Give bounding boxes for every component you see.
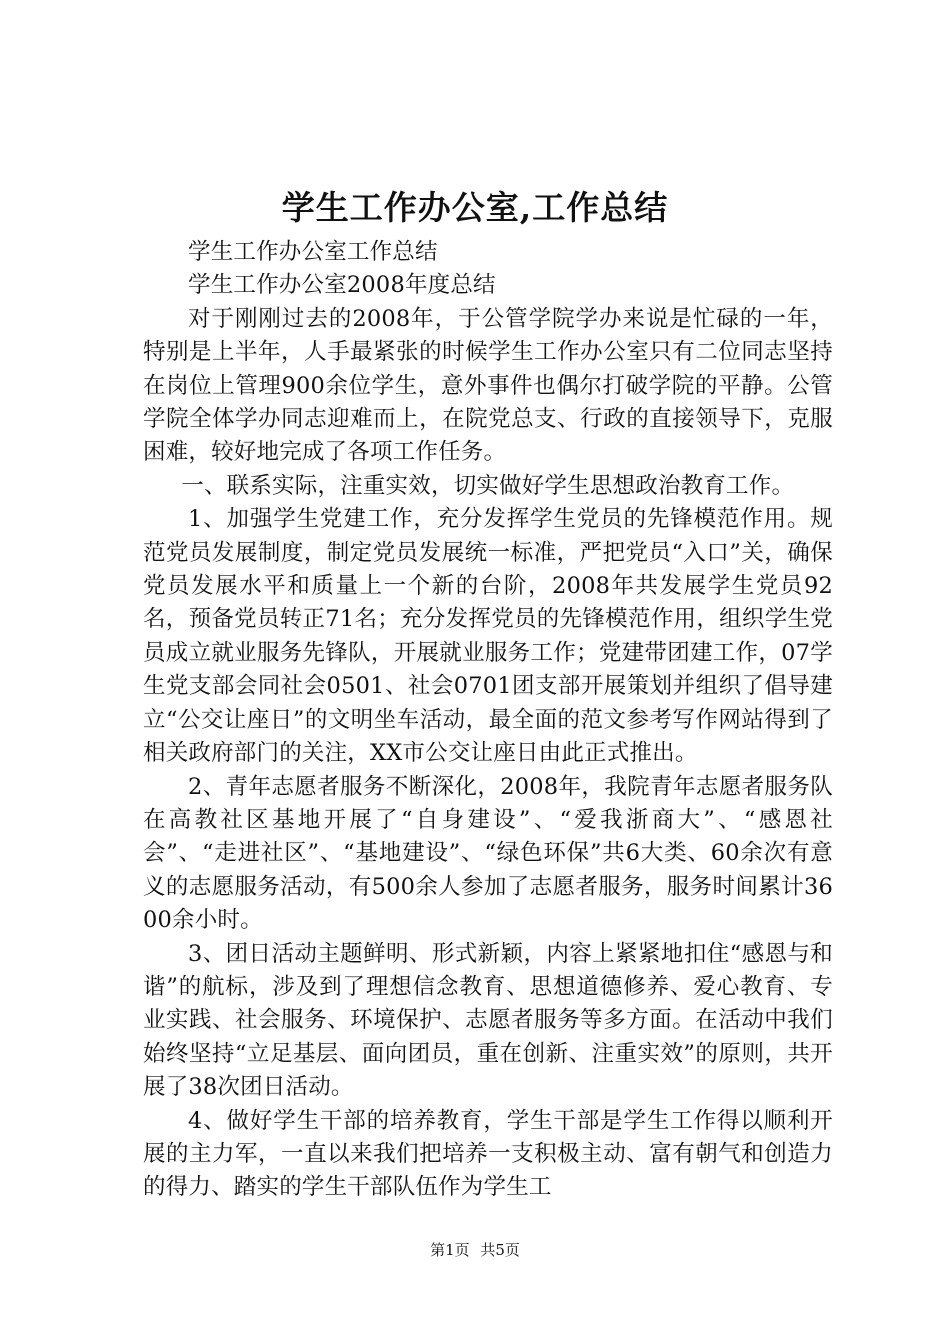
- page-number-current: 第1页: [430, 1241, 470, 1259]
- page-footer: [0, 1240, 950, 1260]
- paragraph-item-3: 3、团日活动主题鲜明、形式新颖，内容上紧紧地扣住“感恩与和谐”的航标，涉及到了理想信念教育、思想道德修养、爱心教育、专业实践、社会服务、环境保护、志愿者服务等多方面。在活动中我们始终坚持“立足基层、面向团员，重在创新、注重实效”的原则，共开展了38次团日活动。: [143, 940, 833, 1101]
- document-title: 学生工作办公室,工作总结: [281, 188, 669, 227]
- paragraph-heading-2: 学生工作办公室2008年度总结: [188, 272, 496, 299]
- paragraph-item-2: 2、青年志愿者服务不断深化，2008年，我院青年志愿者服务队在高教社区基地开展了“自身建设”、“爱我浙商大”、“感恩社会”、“走进社区”、“基地建设”、“绿色环保”共6大类、60余次有意义的志愿服务活动，有500余人参加了志愿者服务，服务时间累计3600余小时。: [143, 773, 833, 934]
- page-number-total: 共5页: [480, 1241, 520, 1259]
- document-body: [143, 236, 833, 1205]
- paragraph-heading-1: 学生工作办公室工作总结: [188, 239, 438, 265]
- section-heading-1: 一、联系实际，注重实效，切实做好学生思想政治教育工作。: [181, 472, 795, 499]
- paragraph-item-1: 1、加强学生党建工作，充分发挥学生党员的先锋模范作用。规范党员发展制度，制定党员发展统一标准，严把党员“入口”关，确保党员发展水平和质量上一个新的台阶，2008年共发展学生党员92名，预备党员转正71名；充分发挥党员的先锋模范作用，组织学生党员成立就业服务先锋队，开展就业服务工作；党建带团建工作，07学生党支部会同社会0501、社会0701团支部开展策划并组织了倡导建立“公交让座日”的文明坐车活动，最全面的范文参考写作网站得到了相关政府部门的关注，XX市公交让座日由此正式推出。: [143, 506, 833, 767]
- paragraph-intro: 对于刚刚过去的2008年，于公管学院学办来说是忙碌的一年，特别是上半年，人手最紧张的时候学生工作办公室只有二位同志坚持在岗位上管理900余位学生，意外事件也偶尔打破学院的平静。公管学院全体学办同志迎难而上，在院党总支、行政的直接领导下，克服困难，较好地完成了各项工作任务。: [143, 305, 833, 466]
- paragraph-item-4: 4、做好学生干部的培养教育，学生干部是学生工作得以顺利开展的主力军，一直以来我们把培养一支积极主动、富有朝气和创造力的得力、踏实的学生干部队伍作为学生工: [143, 1107, 833, 1201]
